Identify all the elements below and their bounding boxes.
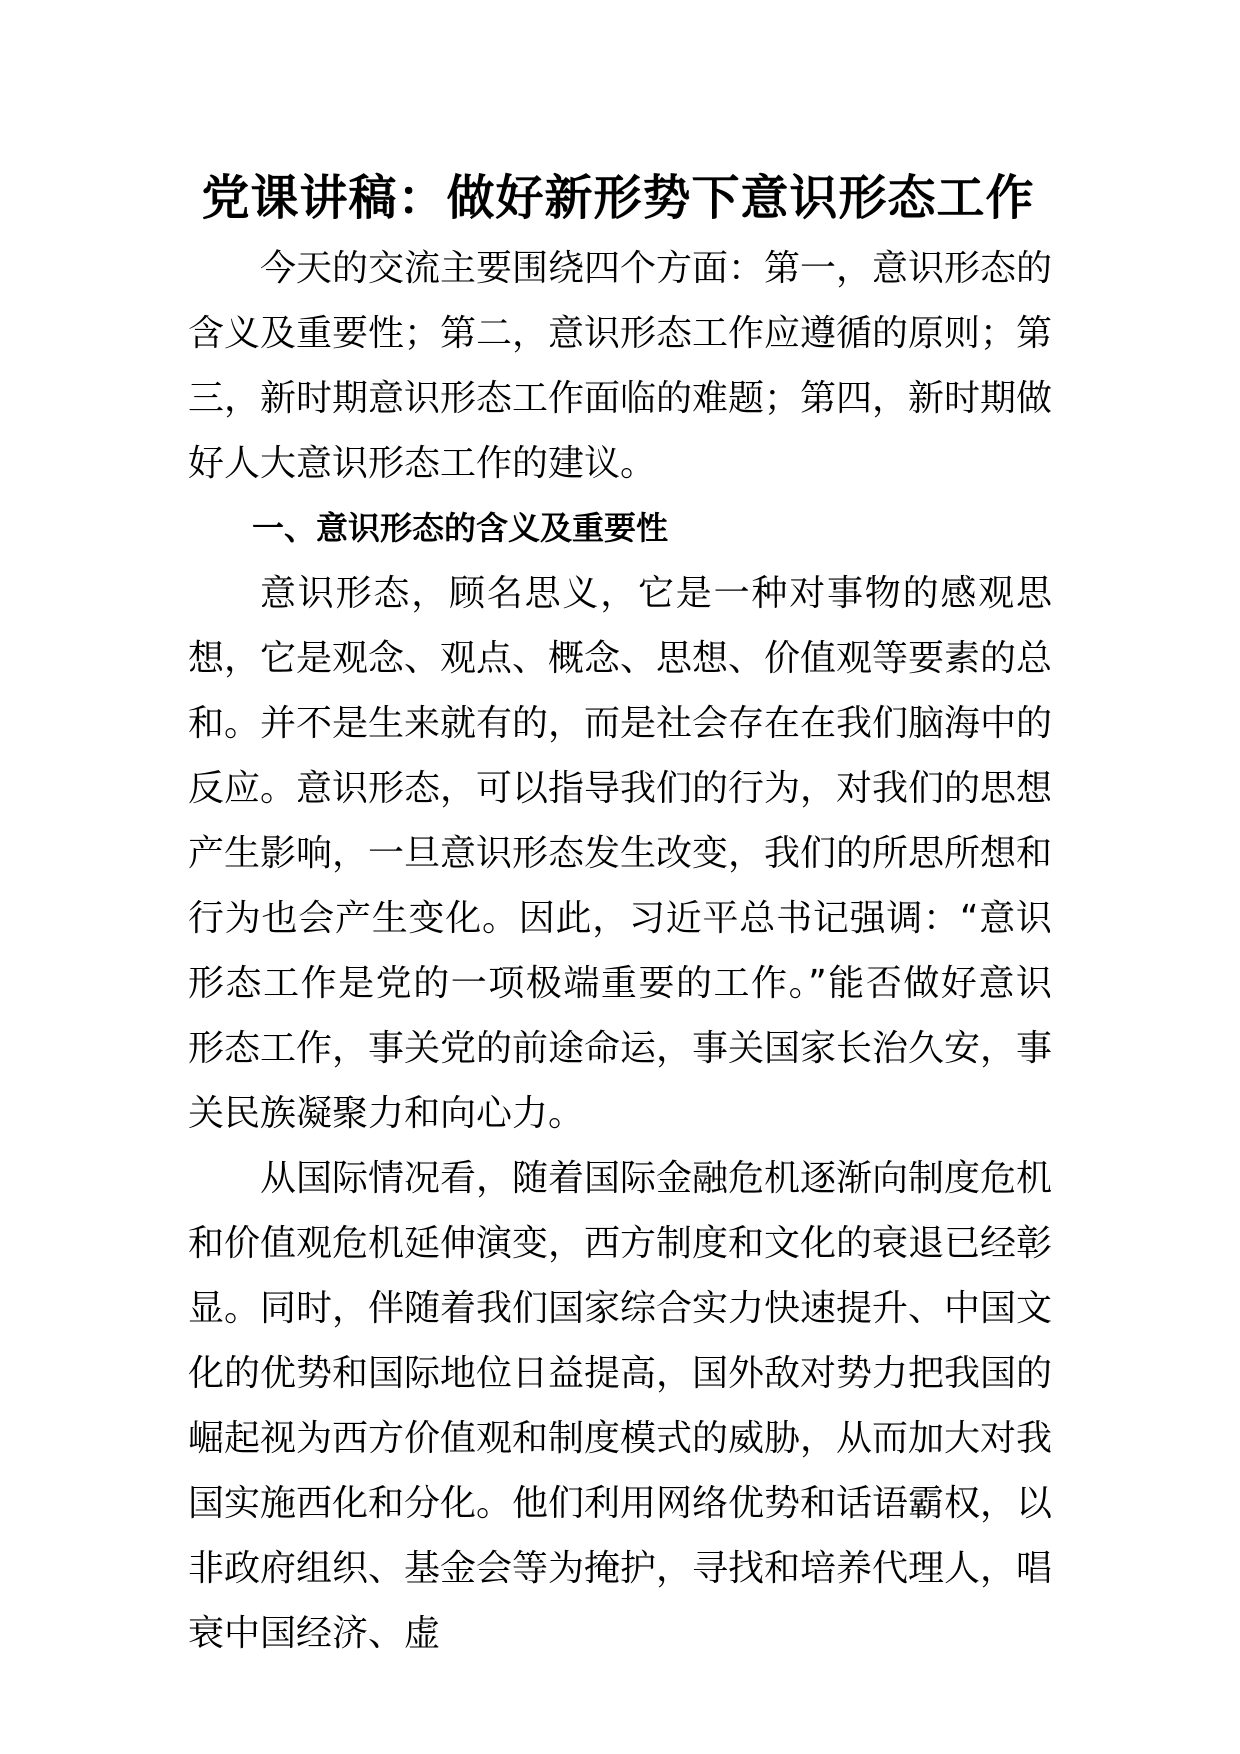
body-paragraph: 意识形态，顾名思义，它是一种对事物的感观思想，它是观念、观点、概念、思想、价值观等要素的总和。并不是生来就有的，而是社会存在在我们脑海中的反应。意识形态，可以指导我们的行为，对我们的思想产生影响，一旦意识形态发生改变，我们的所思所想和行为也会产生变化。因此，习近平总书记强调：“意识形态工作是党的一项极端重要的工作。”能否做好意识形态工作，事关党的前途命运，事关国家长治久安，事关民族凝聚力和向心力。 [188,573,1053,1134]
document-body [188,236,1052,1666]
document-title: 党课讲稿：做好新形势下意识形态工作 [201,170,1035,226]
section-heading: 一、意识形态的含义及重要性 [252,509,669,547]
intro-paragraph: 今天的交流主要围绕四个方面：第一，意识形态的含义及重要性；第二，意识形态工作应遵循的原则；第三，新时期意识形态工作面临的难题；第四，新时期做好人大意识形态工作的建议。 [188,248,1053,484]
body-paragraph: 从国际情况看，随着国际金融危机逐渐向制度危机和价值观危机延伸演变，西方制度和文化的衰退已经彰显。同时，伴随着我们国家综合实力快速提升、中国文化的优势和国际地位日益提高，国外敌对势力把我国的崛起视为西方价值观和制度模式的威胁，从而加大对我国实施西化和分化。他们利用网络优势和话语霸权，以非政府组织、基金会等为掩护，寻找和培养代理人，唱衰中国经济、虚 [188,1158,1053,1654]
